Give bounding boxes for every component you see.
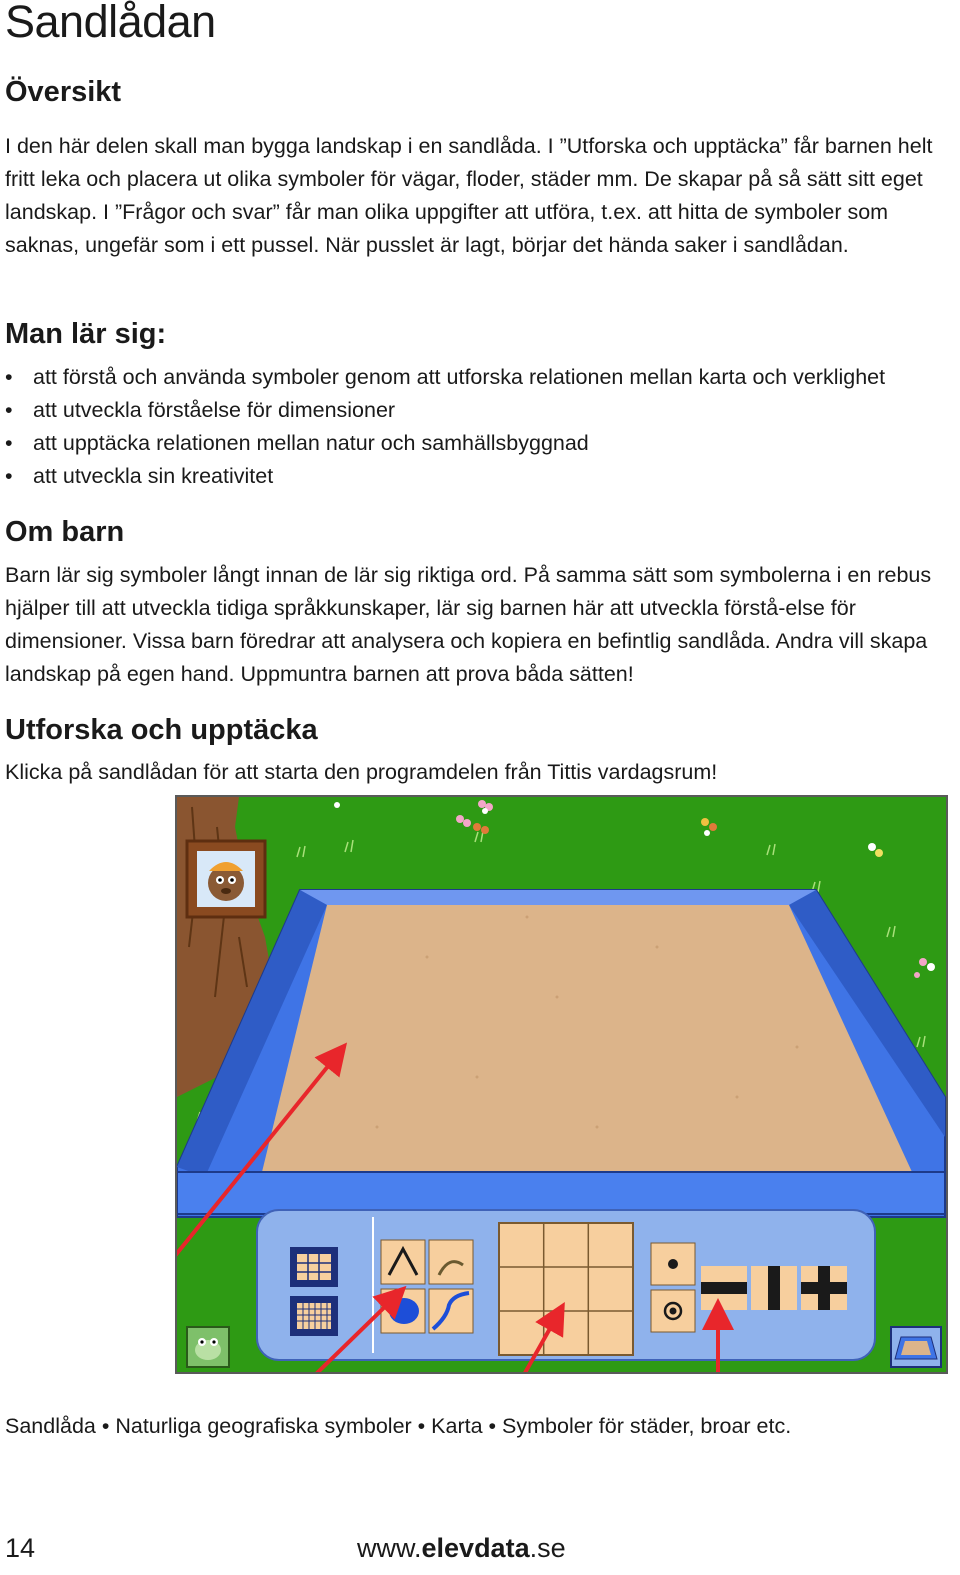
figure-caption: Sandlåda • Naturliga geografiska symboler • Karta • Symboler för städer, broar etc. [5,1414,792,1438]
grid-large-button[interactable] [290,1247,338,1287]
overview-heading: Översikt [5,76,122,108]
learn-list [5,361,885,493]
footer-url[interactable] [357,1533,566,1564]
road-vertical-button[interactable] [751,1266,797,1310]
footer-url-domain: elevdata [421,1533,530,1563]
overview-text: I den här delen skall man bygga landskap i en sandlåda. I ”Utforska och upptäcka” får barnen helt fritt leka och placera ut olika symboler för vägar, floder, städer mm. De skapar på så sätt sitt eget landskap. I ”Frågor och svar” får man olika uppgifter att utföra, t.ex. att hitta de symboler som saknas, ungefär som i ett pussel. När pusslet är lagt, börjar det hända saker i sandlådan. [5,134,933,257]
sandbox-icon-button[interactable] [891,1327,941,1367]
hill-symbol-button[interactable] [429,1240,473,1284]
sandbox-scene [177,797,946,1372]
small-town-symbol-button[interactable] [651,1243,695,1285]
learn-item: • att utveckla förståelse för dimensioner [5,394,885,427]
learn-item: • att förstå och använda symboler genom att utforska relationen mellan karta och verklighet [5,361,885,394]
road-crossing-button[interactable] [801,1266,847,1310]
explore-heading: Utforska och upptäcka [5,714,318,746]
page-title: Sandlådan [5,0,216,47]
character-exit-button[interactable] [187,1327,229,1367]
page-number: 14 [5,1533,36,1563]
learn-heading: Man lär sig: [5,318,167,350]
lake-symbol-button[interactable] [381,1289,425,1333]
road-horizontal-button[interactable] [701,1266,747,1310]
children-heading: Om barn [5,516,125,548]
sandbox-screenshot [175,795,948,1374]
children-text: Barn lär sig symboler långt innan de lär sig riktiga ord. På samma sätt som symbolerna i en rebus hjälper till att utveckla tidiga språkkunskaper, lär sig barnen här att utveckla förstå-else för dimensioner. Vissa barn föredrar att analysera och kopiera en befintlig sandlåda. Andra vill skapa landskap på egen hand. Uppmuntra barnen att prova båda sätten! [5,563,932,686]
footer-url-prefix: www. [357,1533,422,1563]
explore-text: Klicka på sandlådan för att starta den programdelen från Tittis vardagsrum! [5,760,718,784]
learn-item: • att upptäcka relationen mellan natur och samhällsbyggnad [5,427,885,460]
learn-item: • att utveckla sin kreativitet [5,460,885,493]
river-symbol-button[interactable] [429,1289,473,1333]
mountain-symbol-button[interactable] [381,1240,425,1284]
city-symbol-button[interactable] [651,1290,695,1332]
grid-small-button[interactable] [290,1296,338,1336]
footer-url-suffix: .se [529,1533,566,1563]
map-grid[interactable] [499,1223,633,1355]
